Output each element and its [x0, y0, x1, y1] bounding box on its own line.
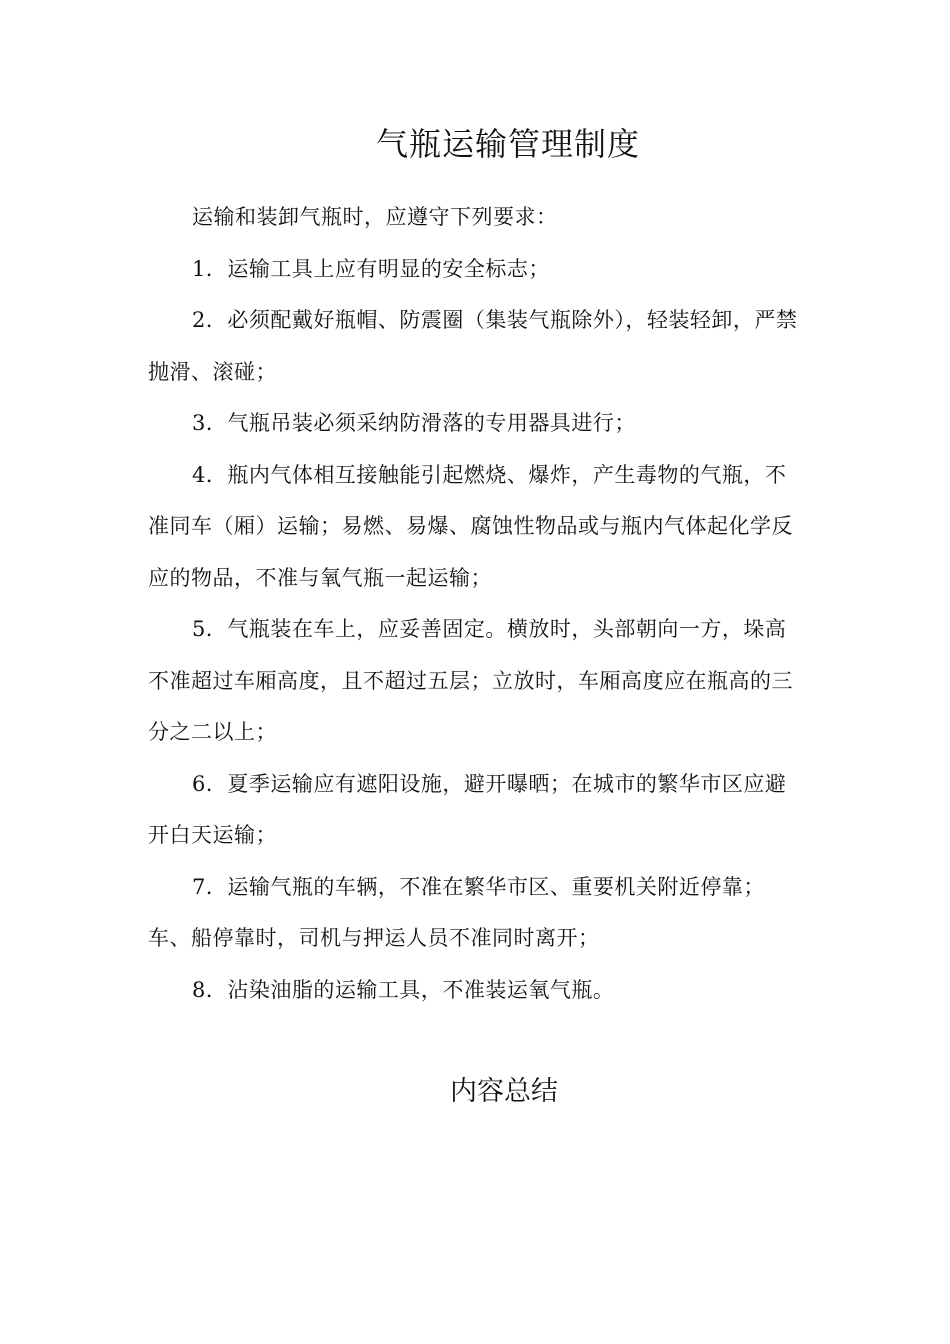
summary-heading: 内容总结 — [450, 1076, 558, 1107]
rule-item-3: 3．气瓶吊装必须采纳防滑落的专用器具进行； — [192, 411, 636, 435]
rule-item-4: 4．瓶内气体相互接触能引起燃烧、爆炸，产生毒物的气瓶，不准同车（厢）运输；易燃、易爆、腐蚀性物品或与瓶内气体起化学反应的物品，不准与氧气瓶一起运输； — [148, 462, 793, 590]
rule-item-7: 7．运输气瓶的车辆，不准在繁华市区、重要机关附近停靠；车、船停靠时，司机与押运人员不准同时离开； — [148, 874, 765, 950]
rule-item-8: 8．沾染油脂的运输工具，不准装运氧气瓶。 — [192, 977, 615, 1002]
intro-paragraph: 运输和装卸气瓶时，应遵守下列要求： — [192, 205, 558, 229]
document-body — [148, 192, 800, 1016]
rule-item-6: 6．夏季运输应有遮阳设施，避开曝晒；在城市的繁华市区应避开白天运输； — [148, 771, 787, 847]
rule-item-1: 1．运输工具上应有明显的安全标志； — [192, 256, 550, 281]
rule-item-5: 5．气瓶装在车上，应妥善固定。横放时，头部朝向一方，垛高不准超过车厢高度，且不超过五层；立放时，车厢高度应在瓶高的三分之二以上； — [148, 617, 793, 744]
rule-item-2: 2．必须配戴好瓶帽、防震圈（集装气瓶除外），轻装轻卸，严禁抛滑、滚碰； — [148, 308, 798, 384]
document-title: 气瓶运输管理制度 — [375, 125, 640, 163]
